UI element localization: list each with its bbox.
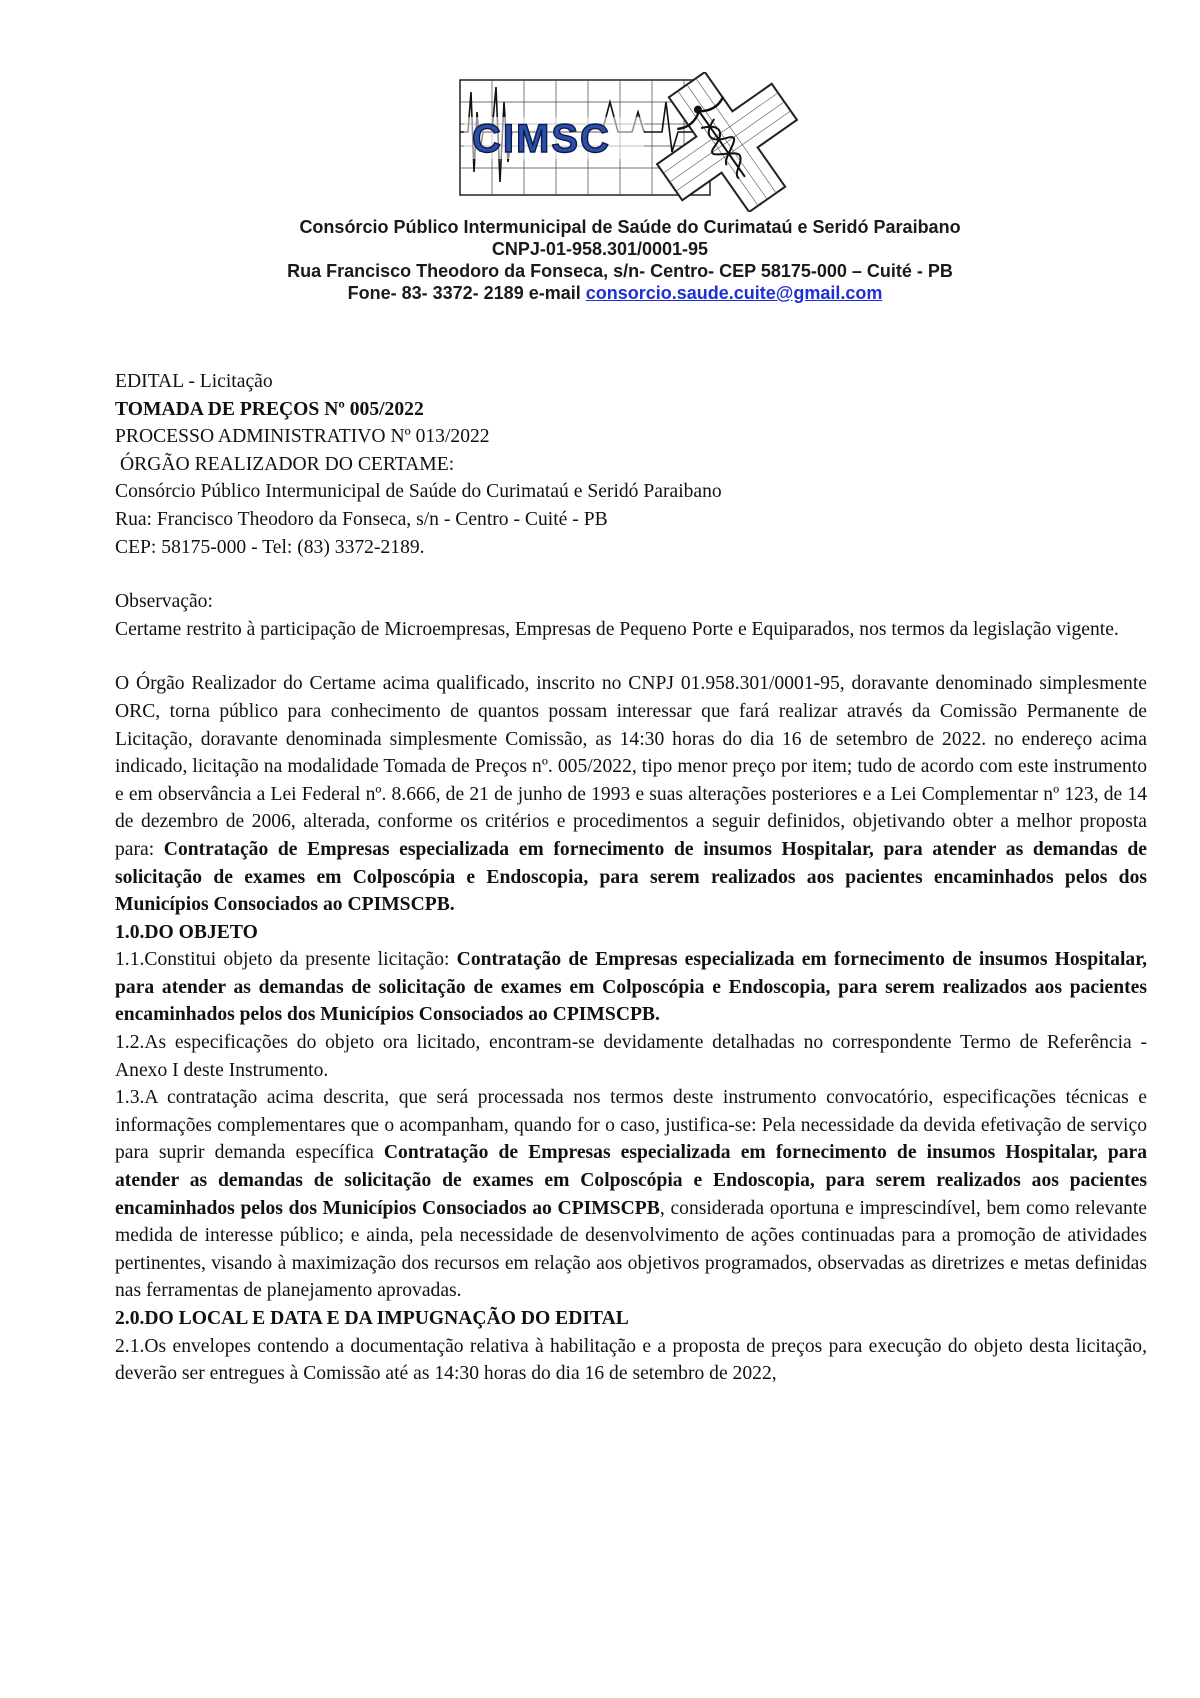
intro-paragraph xyxy=(115,670,1147,918)
letterhead-contact xyxy=(0,282,1200,304)
intro-object-bold: Contratação de Empresas especializada em fornecimento de insumos Hospitalar, para atender as demandas de solicitação de exames em Colposcópia e Endoscopia, para serem realizados aos pacientes encaminhados pelos dos Municípios Consociados ao CPIMSCPB. xyxy=(115,838,1147,916)
letterhead-cnpj: CNPJ-01-958.301/0001-95 xyxy=(491,239,709,259)
letterhead xyxy=(0,216,1200,304)
section-1-title: 1.0.DO OBJETO xyxy=(115,921,258,943)
item-1-3-suffix: , considerada oportuna e imprescindível, bem como relevante medida de interesse público; e ainda, pela necessidade de desenvolvimento de ações continuadas para a promoção de atividades pertinentes, visando à maximização dos recursos em relação aos objetivos programados, observadas as diretrizes e metas definidas nas ferramentas de planejamento aprovadas. xyxy=(115,1197,1147,1302)
item-2-1: 2.1.Os envelopes contendo a documentação relativa à habilitação e a proposta de preços para execução do objeto desta licitação, deverão ser entregues à Comissão até as 14:30 horas do dia 16 de setembro de 2022, xyxy=(115,1335,1147,1385)
item-1-1-bold: Contratação de Empresas especializada em fornecimento de insumos Hospitalar, para atender as demandas de solicitação de exames em Colposcópia e Endoscopia, para serem realizados aos pacientes encaminhados pelos dos Municípios Consociados ao CPIMSCPB. xyxy=(115,949,1147,1026)
email-link[interactable]: consorcio.saude.cuite@gmail.com xyxy=(585,283,883,303)
observacao-block xyxy=(115,588,1147,643)
orgao-label: ÓRGÃO REALIZADOR DO CERTAME: xyxy=(120,453,455,475)
processo-administrativo: PROCESSO ADMINISTRATIVO Nº 013/2022 xyxy=(115,426,490,448)
observacao-text: Certame restrito à participação de Microempresas, Empresas de Pequeno Porte e Equiparados, nos termos da legislação vigente. xyxy=(115,618,1119,640)
letterhead-org-name: Consórcio Público Intermunicipal de Saúde do Curimataú e Seridó Paraibano xyxy=(299,217,961,237)
orgao-name: Consórcio Público Intermunicipal de Saúde do Curimataú e Seridó Paraibano xyxy=(115,481,722,503)
logo-text: CIMSC xyxy=(472,117,611,161)
observacao-label: Observação: xyxy=(115,591,213,613)
item-1-3 xyxy=(115,1084,1147,1305)
item-1-1 xyxy=(115,946,1147,1029)
cimsc-logo-graphic xyxy=(452,72,822,212)
item-1-3-prefix: 1.3.A contratação acima descrita, que será processada nos termos deste instrumento convocatório, especificações técnicas e informações complementares que o acompanham, quando for o caso, justifica-se: Pela necessidade da devida efetivação de serviço para suprir demanda específica xyxy=(115,1087,1147,1164)
letterhead-address: Rua Francisco Theodoro da Fonseca, s/n- Centro- CEP 58175-000 – Cuité - PB xyxy=(287,261,953,281)
cimsc-logo xyxy=(452,72,822,212)
section-2-title: 2.0.DO LOCAL E DATA E DA IMPUGNAÇÃO DO EDITAL xyxy=(115,1308,629,1329)
tomada-de-precos: TOMADA DE PREÇOS Nº 005/2022 xyxy=(115,398,424,420)
edital-label: EDITAL - Licitação xyxy=(115,371,273,392)
intro-text: O Órgão Realizador do Certame acima qualificado, inscrito no CNPJ 01.958.301/0001-95, doravante denominado simplesmente ORC, torna público para conhecimento de quantos possam interessar que fará realizar através da Comissão Permanente de Licitação, doravante denominada simplesmente Comissão, as 14:30 horas do dia 16 de setembro de 2022. no endereço acima indicado, licitação na modalidade Tomada de Preços nº. 005/2022, tipo menor preço por item; tudo de acordo com este instrumento e em observância a Lei Federal nº. 8.666, de 21 de junho de 1993 e suas alterações posteriores e a Lei Complementar nº 123, de 14 de dezembro de 2006, alterada, conforme os critérios e procedimentos a seguir definidos, objetivando obter a melhor proposta para: xyxy=(115,673,1147,860)
document-body xyxy=(115,368,1147,1388)
orgao-cep: CEP: 58175-000 - Tel: (83) 3372-2189. xyxy=(115,536,425,558)
letterhead-phone: Fone- 83- 3372- 2189 e-mail xyxy=(347,283,586,303)
orgao-address: Rua: Francisco Theodoro da Fonseca, s/n - Centro - Cuité - PB xyxy=(115,508,608,530)
item-1-2: 1.2.As especificações do objeto ora licitado, encontram-se devidamente detalhadas no correspondente Termo de Referência - Anexo I deste Instrumento. xyxy=(115,1032,1147,1081)
item-1-3-bold: Contratação de Empresas especializada em fornecimento de insumos Hospitalar, para atender as demandas de solicitação de exames em Colposcópia e Endoscopia, para serem realizados aos pacientes encaminhados pelos dos Municípios Consociados ao CPIMSCPB xyxy=(115,1142,1148,1219)
edital-header xyxy=(115,368,1147,561)
item-1-1-prefix: 1.1.Constitui objeto da presente licitação: xyxy=(115,949,457,971)
